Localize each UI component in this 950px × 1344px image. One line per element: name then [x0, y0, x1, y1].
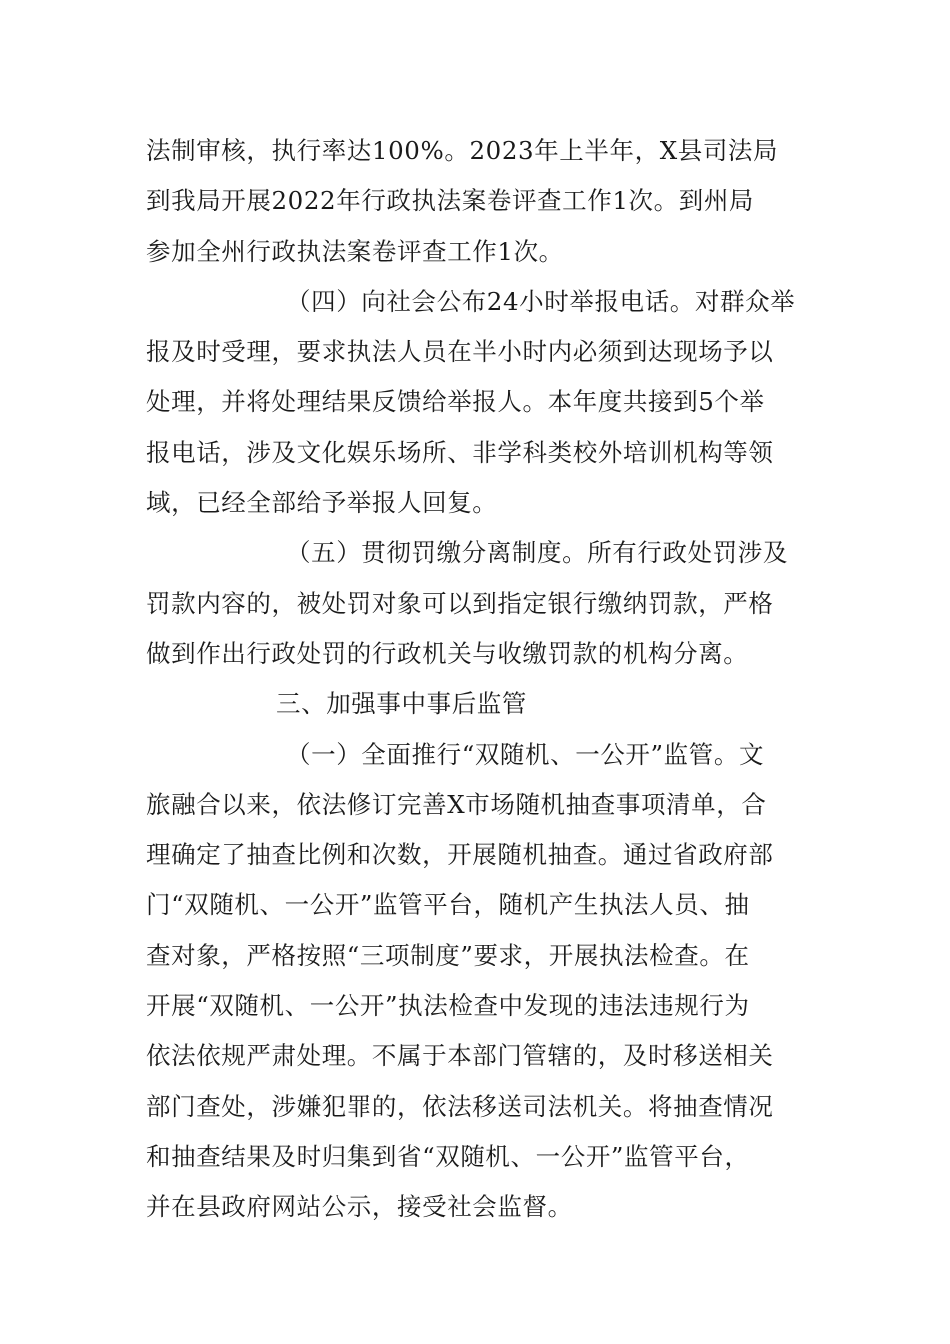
text-line: 法制审核，执行率达100%。2023年上半年，X县司法局: [146, 136, 779, 165]
text-line: 门“双随机、一公开”监管平台，随机产生执法人员、抽: [146, 890, 750, 920]
text-line: 开展“双随机、一公开”执法检查中发现的违法违规行为: [146, 991, 750, 1021]
text-line: 报电话，涉及文化娱乐场所、非学科类校外培训机构等领: [146, 437, 774, 467]
text-line: 旅融合以来，依法修订完善X市场随机抽查事项清单，合: [146, 789, 767, 819]
text-line: 依法依规严肃处理。不属于本部门管辖的，及时移送相关: [146, 1041, 774, 1071]
text-line: 处理，并将处理结果反馈给举报人。本年度共接到5个举: [146, 387, 765, 417]
text-line: 部门查处，涉嫌犯罪的，依法移送司法机关。将抽查情况: [146, 1091, 774, 1121]
body-text: [146, 126, 826, 1233]
text-line: 查对象，严格按照“三项制度”要求，开展执法检查。在: [146, 940, 750, 970]
text-line: 理确定了抽查比例和次数，开展随机抽查。通过省政府部: [146, 840, 774, 870]
text-line: 并在县政府网站公示，接受社会监督。: [146, 1192, 573, 1222]
text-line: 到我局开展2022年行政执法案卷评查工作1次。到州局: [146, 186, 755, 216]
text-line: 参加全州行政执法案卷评查工作1次。: [146, 236, 564, 266]
text-line: 域，已经全部给予举报人回复。: [146, 488, 498, 518]
section-three-heading: 三、加强事中事后监管: [276, 689, 527, 719]
subsection-one-heading-line: （一）全面推行“双随机、一公开”监管。文: [286, 739, 765, 769]
text-line: 和抽查结果及时归集到省“双随机、一公开”监管平台，: [146, 1141, 750, 1171]
section-four-heading-line: （四）向社会公布24小时举报电话。对群众举: [286, 286, 796, 316]
section-five-heading-line: （五）贯彻罚缴分离制度。所有行政处罚涉及: [286, 538, 788, 568]
text-line: 罚款内容的，被处罚对象可以到指定银行缴纳罚款，严格: [146, 588, 774, 618]
text-line: 报及时受理，要求执法人员在半小时内必须到达现场予以: [146, 337, 774, 367]
text-line: 做到作出行政处罚的行政机关与收缴罚款的机构分离。: [146, 638, 749, 668]
